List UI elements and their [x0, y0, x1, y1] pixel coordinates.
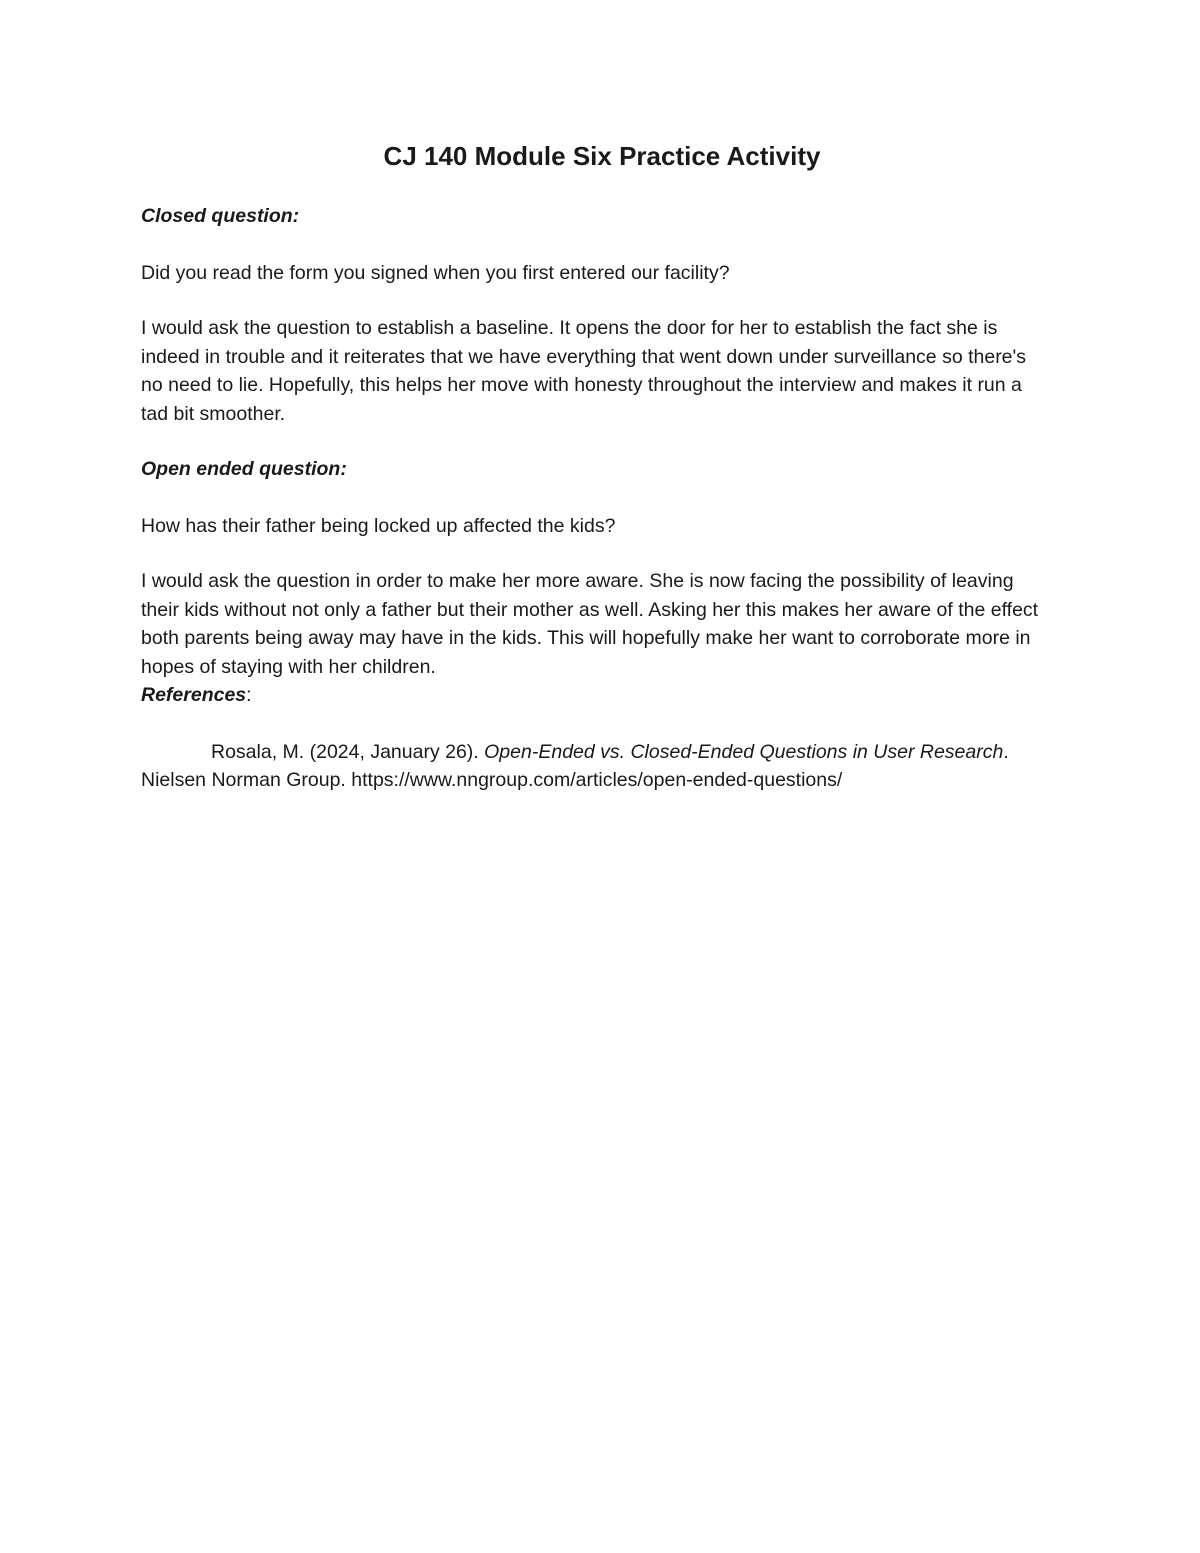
reference-url[interactable]: https://www.nngroup.com/articles/open-ended-questions/: [351, 769, 843, 791]
closed-question-heading: Closed question:: [141, 205, 300, 227]
reference-entry: [141, 738, 1051, 795]
document-title: CJ 140 Module Six Practice Activity: [383, 141, 821, 171]
references-heading: [141, 681, 1051, 710]
references-label: References: [141, 684, 247, 706]
reference-publisher: . Nielsen Norman Group.: [141, 740, 1009, 791]
closed-question-text: Did you read the form you signed when you first entered our facility?: [141, 261, 730, 284]
reference-title: Open-Ended vs. Closed-Ended Questions in User Research: [484, 740, 1004, 763]
reference-author-date: Rosala, M. (2024, January 26).: [211, 740, 485, 763]
open-question-text: How has their father being locked up affected the kids?: [141, 514, 616, 537]
open-question-explanation: I would ask the question in order to make her more aware. She is now facing the possibility of leaving their kids without not only a father but their mother as well. Asking her this makes her aware of the effect both parents being away may have in the kids. This will hopefully make her want to corroborate more in hopes of staying with her children.: [141, 570, 1039, 678]
references-colon: :: [246, 684, 252, 706]
document-body: [141, 138, 1051, 795]
open-question-heading: Open ended question:: [141, 458, 347, 480]
closed-question-explanation: I would ask the question to establish a baseline. It opens the door for her to establish the fact she is indeed in trouble and it reiterates that we have everything that went down under surveillance so there's no need to lie. Hopefully, this helps her move with honesty throughout the interview and makes it run a tad bit smoother.: [141, 317, 1027, 425]
